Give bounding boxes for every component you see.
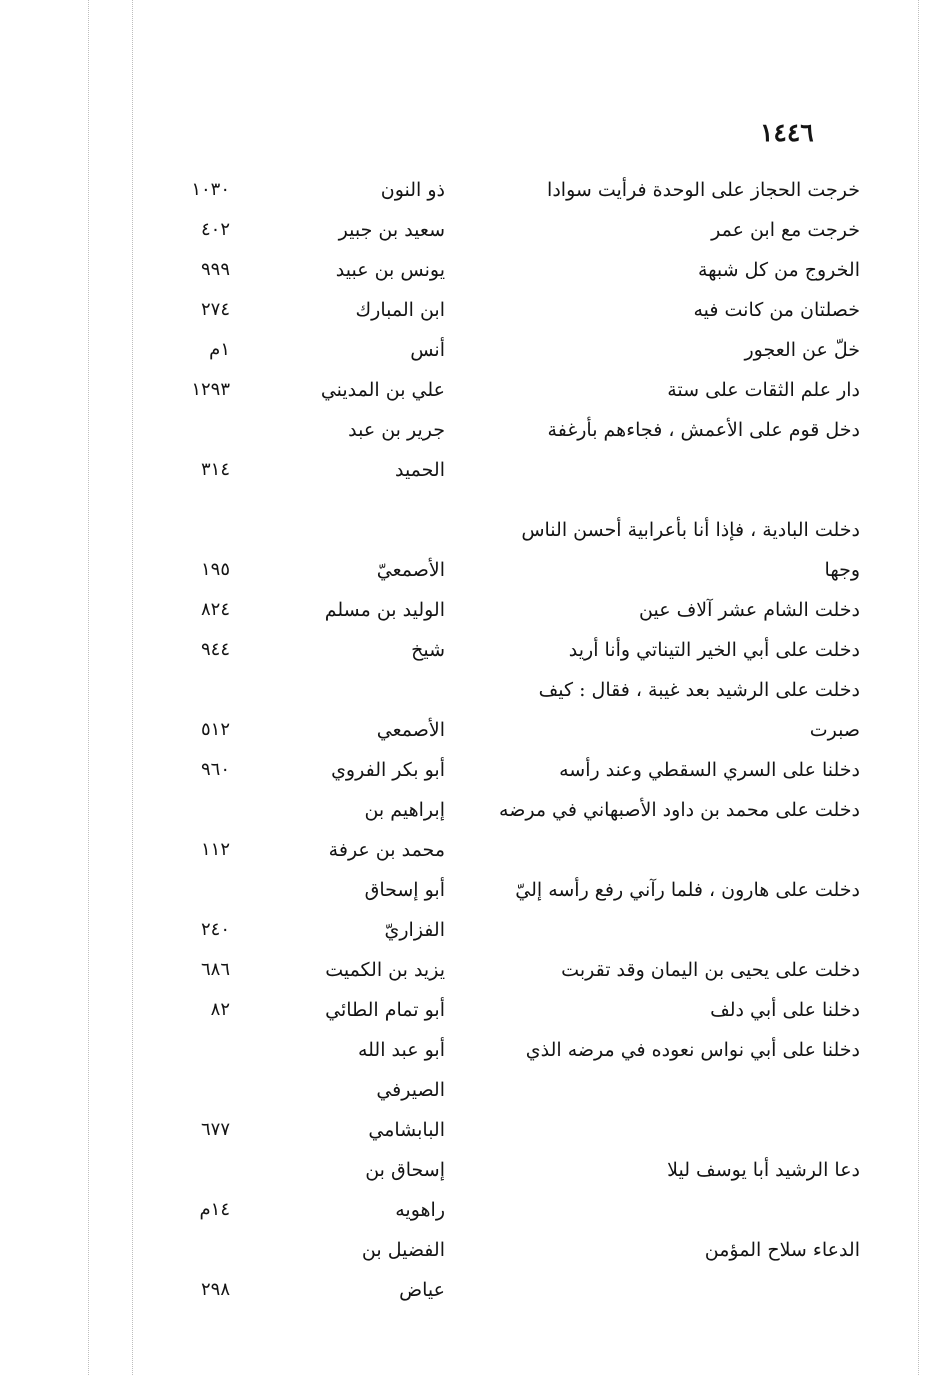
index-row — [0, 1030, 943, 1070]
entry-narrator: يونس بن عبيد — [335, 259, 445, 281]
entry-narrator: أبو إسحاق — [364, 879, 445, 901]
entry-title: صبرت — [809, 719, 860, 741]
entry-title: خلّ عن العجور — [744, 339, 860, 361]
entry-narrator: أبو بكر الفروي — [331, 759, 445, 781]
index-row — [0, 1270, 943, 1310]
entry-number: ١١٢ — [200, 839, 230, 860]
index-row — [0, 370, 943, 410]
entry-title: دخلت الشام عشر آلاف عين — [639, 599, 860, 621]
index-row — [0, 330, 943, 370]
index-row — [0, 750, 943, 790]
index-row — [0, 950, 943, 990]
index-row — [0, 1110, 943, 1150]
entry-title: دخلت على محمد بن داود الأصبهاني في مرضه — [499, 799, 860, 821]
index-row — [0, 550, 943, 590]
entry-narrator: الفزاريّ — [384, 919, 445, 941]
entry-number: ٢٤٠ — [200, 919, 230, 940]
entry-title: خصلتان من كانت فيه — [693, 299, 860, 321]
entry-narrator: الوليد بن مسلم — [324, 599, 445, 621]
entry-title: وجها — [824, 559, 860, 581]
index-row — [0, 1190, 943, 1230]
entry-title: خرجت مع ابن عمر — [711, 219, 860, 241]
entry-number: ٩٩٩ — [200, 259, 230, 280]
entry-narrator: الأصمعيّ — [376, 559, 445, 581]
entry-title: دخلنا على أبي دلف — [710, 999, 860, 1021]
page-number: ١٤٤٦ — [760, 118, 814, 147]
index-row — [0, 210, 943, 250]
index-row — [0, 910, 943, 950]
entry-title: دخلت على الرشيد بعد غيبة ، فقال : كيف — [538, 679, 860, 701]
index-row — [0, 590, 943, 630]
entry-title: دخل قوم على الأعمش ، فجاءهم بأرغفة — [547, 419, 860, 441]
entry-title: دخلت على أبي الخير التيناتي وأنا أريد — [568, 639, 860, 661]
entry-title: الدعاء سلاح المؤمن — [704, 1239, 860, 1261]
entry-title: خرجت الحجاز على الوحدة فرأيت سوادا — [547, 179, 860, 201]
entry-number: ٤٠٢ — [200, 219, 230, 240]
index-row — [0, 870, 943, 910]
entry-number: ٩٦٠ — [200, 759, 230, 780]
index-row — [0, 1230, 943, 1270]
entry-narrator: عياض — [399, 1279, 445, 1301]
index-row — [0, 410, 943, 450]
index-row — [0, 1150, 943, 1190]
entry-narrator: إبراهيم بن — [364, 799, 445, 821]
entry-number: ٨٢ — [210, 999, 230, 1020]
index-row — [0, 290, 943, 330]
entry-narrator: جرير بن عبد — [348, 419, 445, 441]
index-row — [0, 790, 943, 830]
entry-number: ١٢٩٣ — [191, 379, 230, 400]
index-row — [0, 170, 943, 210]
index-row — [0, 510, 943, 550]
entry-narrator: ابن المبارك — [355, 299, 445, 321]
index-row — [0, 250, 943, 290]
entry-number: ٣١٤ — [200, 459, 230, 480]
index-row — [0, 990, 943, 1030]
entry-narrator: ذو النون — [380, 179, 445, 201]
entry-title: دخلت البادية ، فإذا أنا بأعرابية أحسن الناس — [521, 519, 860, 541]
entry-number: ٢٧٤ — [200, 299, 230, 320]
entry-narrator: الصيرفي — [376, 1079, 445, 1101]
entry-narrator: أبو عبد الله — [357, 1039, 445, 1061]
entry-narrator: علي بن المديني — [320, 379, 445, 401]
entry-narrator: الحميد — [394, 459, 445, 481]
entry-narrator: أبو تمام الطائي — [325, 999, 445, 1021]
entry-title: دخلنا على السري السقطي وعند رأسه — [559, 759, 860, 781]
entry-narrator: راهويه — [395, 1199, 445, 1221]
index-row — [0, 670, 943, 710]
entry-number: ٥١٢ — [200, 719, 230, 740]
entry-number: ٨٢٤ — [200, 599, 230, 620]
entry-number: ١٠٣٠ — [191, 179, 230, 200]
index-row — [0, 830, 943, 870]
entry-narrator: شيخ — [411, 639, 445, 661]
entry-narrator: الأصمعي — [376, 719, 445, 741]
entry-number: ١م — [209, 339, 230, 360]
entry-number: ٦٧٧ — [200, 1119, 230, 1140]
entry-title: دخلنا على أبي نواس نعوده في مرضه الذي — [525, 1039, 860, 1061]
entry-narrator: الفضيل بن — [361, 1239, 445, 1261]
entry-number: ١٤م — [199, 1199, 230, 1220]
entry-title: دار علم الثقات على ستة — [667, 379, 860, 401]
entry-narrator: البابشامي — [368, 1119, 445, 1141]
entry-title: الخروج من كل شبهة — [697, 259, 860, 281]
entry-narrator: أنس — [410, 339, 445, 361]
entry-title: دخلت على يحيى بن اليمان وقد تقربت — [561, 959, 860, 981]
index-row — [0, 450, 943, 490]
index-row — [0, 710, 943, 750]
entry-number: ٩٤٤ — [200, 639, 230, 660]
entry-narrator: يزيد بن الكميت — [325, 959, 445, 981]
entry-number: ١٩٥ — [200, 559, 230, 580]
entry-narrator: إسحاق بن — [365, 1159, 445, 1181]
entry-title: دعا الرشيد أبا يوسف ليلا — [667, 1159, 860, 1181]
entry-number: ٢٩٨ — [200, 1279, 230, 1300]
index-row — [0, 1070, 943, 1110]
entry-narrator: محمد بن عرفة — [328, 839, 445, 861]
index-row — [0, 630, 943, 670]
entry-number: ٦٨٦ — [200, 959, 230, 980]
entry-title: دخلت على هارون ، فلما رآني رفع رأسه إليّ — [515, 879, 860, 901]
entry-narrator: سعيد بن جبير — [338, 219, 445, 241]
